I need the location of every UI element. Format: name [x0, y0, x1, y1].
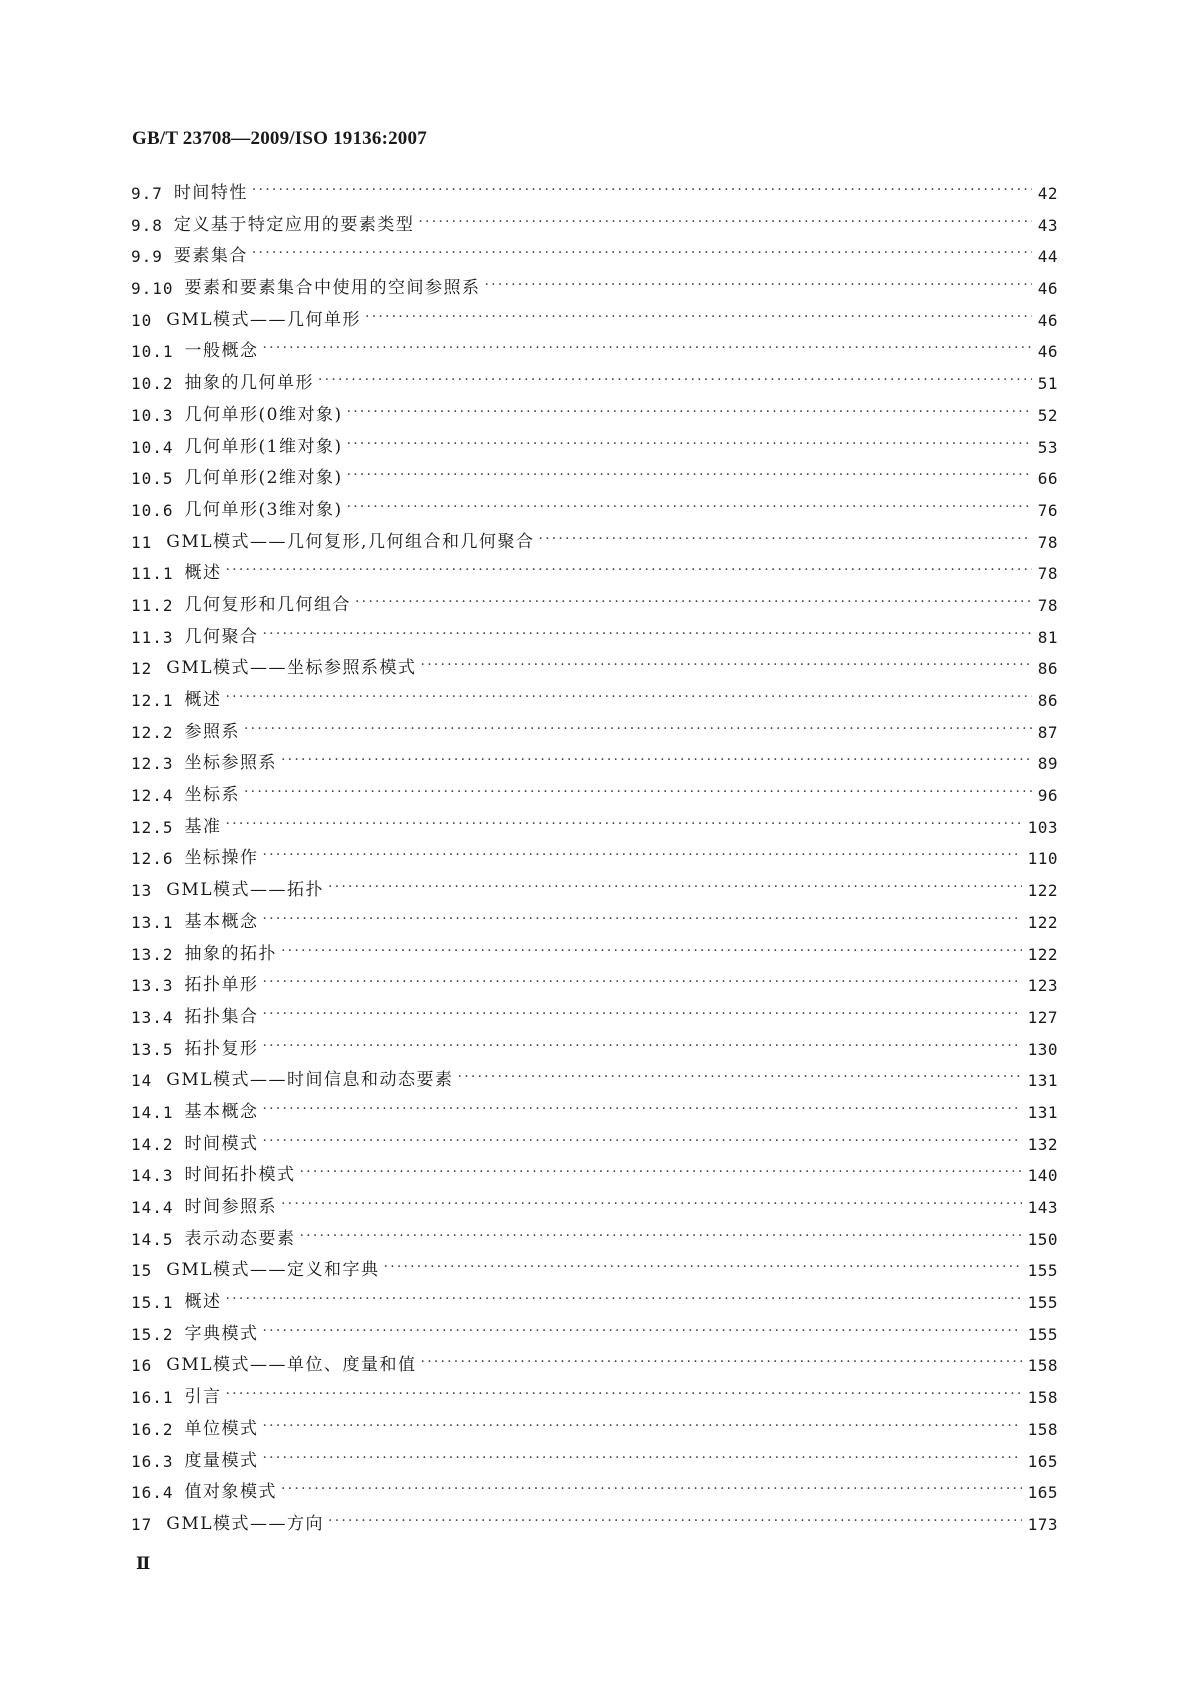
- toc-entry-number: 10.4: [131, 437, 174, 457]
- toc-leader-dots: [355, 590, 1032, 619]
- toc-leader-dots: [226, 1382, 1022, 1411]
- toc-entry-title: 字典模式: [184, 1323, 259, 1344]
- toc-entry-page: 89: [1037, 754, 1058, 774]
- toc-entry[interactable]: [131, 1002, 1058, 1034]
- toc-leader-dots: [226, 558, 1032, 587]
- toc-leader-dots: [281, 748, 1032, 777]
- toc-entry[interactable]: [131, 1224, 1058, 1256]
- toc-entry-page: 76: [1037, 500, 1058, 520]
- toc-entry-title: 几何单形(2维对象): [184, 468, 343, 489]
- toc-leader-dots: [263, 843, 1022, 872]
- toc-entry-title: 拓扑集合: [184, 1006, 259, 1027]
- table-of-contents: [131, 178, 1058, 1541]
- toc-entry-title: 基本概念: [184, 911, 259, 932]
- toc-entry[interactable]: [131, 653, 1058, 685]
- toc-entry-number: 11.3: [131, 627, 174, 647]
- toc-leader-dots: [281, 939, 1022, 968]
- toc-leader-dots: [263, 1446, 1022, 1475]
- toc-entry-title: 概述: [184, 1292, 222, 1313]
- toc-entry-page: 110: [1027, 849, 1058, 869]
- toc-entry-title: 单位模式: [184, 1418, 259, 1439]
- toc-leader-dots: [458, 1065, 1022, 1094]
- toc-entry-number: 14: [131, 1071, 153, 1091]
- toc-entry[interactable]: [131, 748, 1058, 780]
- toc-entry[interactable]: [131, 368, 1058, 400]
- toc-entry[interactable]: [131, 1382, 1058, 1414]
- page-folio: Ⅱ: [136, 1554, 151, 1573]
- toc-entry-title: GML模式——几何复形,几何组合和几何聚合: [166, 531, 535, 552]
- toc-entry[interactable]: [131, 970, 1058, 1002]
- toc-leader-dots: [281, 1192, 1022, 1221]
- toc-leader-dots: [347, 495, 1032, 524]
- toc-entry[interactable]: [131, 685, 1058, 717]
- toc-entry-number: 9.8: [131, 215, 163, 235]
- toc-entry-number: 11: [131, 532, 153, 552]
- toc-entry[interactable]: [131, 622, 1058, 654]
- toc-entry[interactable]: [131, 1065, 1058, 1097]
- toc-entry-number: 12.2: [131, 722, 174, 742]
- toc-entry-number: 12.6: [131, 849, 174, 869]
- toc-entry-number: 14.4: [131, 1198, 174, 1217]
- toc-entry-title: GML模式——方向: [166, 1513, 325, 1534]
- toc-entry-title: 基本概念: [184, 1101, 259, 1122]
- toc-entry-number: 16.2: [131, 1419, 174, 1439]
- toc-leader-dots: [244, 780, 1032, 809]
- toc-entry-number: 16.1: [131, 1388, 174, 1408]
- toc-entry-page: 131: [1027, 1071, 1058, 1091]
- toc-entry-title: 值对象模式: [184, 1482, 278, 1503]
- toc-entry-page: 123: [1027, 976, 1058, 996]
- toc-entry[interactable]: [131, 717, 1058, 749]
- toc-leader-dots: [300, 1160, 1022, 1189]
- toc-entry[interactable]: [131, 1097, 1058, 1129]
- toc-leader-dots: [263, 1129, 1022, 1158]
- toc-entry-page: 87: [1037, 722, 1058, 742]
- toc-entry-page: 78: [1037, 564, 1058, 584]
- toc-entry-page: 173: [1027, 1514, 1058, 1534]
- toc-entry[interactable]: [131, 558, 1058, 590]
- toc-entry-title: 时间特性: [173, 183, 248, 203]
- toc-entry-number: 12.4: [131, 786, 174, 806]
- toc-leader-dots: [263, 1097, 1022, 1126]
- toc-leader-dots: [226, 812, 1022, 841]
- toc-entry[interactable]: [131, 1414, 1058, 1446]
- toc-leader-dots: [347, 463, 1032, 492]
- toc-entry-title: 一般概念: [184, 341, 259, 362]
- toc-entry-title: GML模式——定义和字典: [166, 1260, 380, 1281]
- toc-entry-page: 165: [1027, 1483, 1058, 1503]
- toc-entry-title: 几何单形(0维对象): [184, 404, 343, 425]
- toc-leader-dots: [328, 875, 1022, 904]
- toc-entry-page: 103: [1027, 817, 1058, 837]
- toc-entry-title: 概述: [184, 563, 222, 584]
- toc-entry[interactable]: [131, 939, 1058, 971]
- toc-entry-number: 17: [131, 1514, 153, 1534]
- toc-entry-title: 几何单形(3维对象): [184, 499, 343, 520]
- toc-entry-title: 参照系: [184, 721, 241, 742]
- toc-entry-title: 坐标系: [184, 785, 241, 806]
- toc-leader-dots: [281, 1477, 1022, 1506]
- toc-entry-page: 43: [1037, 215, 1058, 235]
- toc-entry-number: 14.3: [131, 1166, 174, 1186]
- toc-entry-title: 基准: [184, 816, 222, 837]
- toc-entry-number: 11.1: [131, 564, 174, 584]
- toc-entry[interactable]: [131, 400, 1058, 432]
- toc-entry[interactable]: [131, 210, 1058, 242]
- toc-entry-title: 度量模式: [184, 1450, 259, 1471]
- toc-entry-title: GML模式——坐标参照系模式: [166, 658, 417, 679]
- toc-entry-page: 86: [1037, 659, 1058, 679]
- toc-entry-page: 158: [1027, 1419, 1058, 1439]
- toc-entry-number: 12.3: [131, 754, 174, 774]
- toc-entry-page: 51: [1037, 374, 1058, 394]
- toc-entry[interactable]: [131, 1350, 1058, 1382]
- toc-entry-title: 拓扑单形: [184, 975, 259, 996]
- toc-entry[interactable]: [131, 1477, 1058, 1509]
- toc-entry-number: 14.2: [131, 1134, 174, 1154]
- toc-leader-dots: [263, 970, 1022, 999]
- toc-entry-page: 52: [1037, 405, 1058, 425]
- toc-leader-dots: [263, 907, 1022, 936]
- toc-entry-page: 42: [1037, 184, 1058, 203]
- toc-entry-page: 86: [1037, 691, 1058, 710]
- toc-entry-title: 时间拓扑模式: [184, 1165, 296, 1186]
- toc-entry-page: 155: [1027, 1324, 1058, 1344]
- toc-entry[interactable]: [131, 843, 1058, 875]
- toc-entry-title: 拓扑复形: [184, 1038, 259, 1059]
- toc-entry-title: 几何单形(1维对象): [184, 436, 343, 457]
- toc-entry-number: 16.3: [131, 1451, 174, 1471]
- toc-entry[interactable]: [131, 1034, 1058, 1066]
- toc-leader-dots: [263, 336, 1032, 365]
- toc-entry-number: 10: [131, 310, 153, 330]
- toc-entry-page: 81: [1037, 627, 1058, 647]
- toc-entry-page: 131: [1027, 1102, 1058, 1122]
- toc-entry-title: GML模式——几何单形: [166, 309, 362, 330]
- toc-entry[interactable]: [131, 432, 1058, 464]
- standard-header: GB/T 23708—2009/ISO 19136:2007: [132, 128, 427, 149]
- toc-entry-number: 9.7: [131, 184, 163, 203]
- toc-leader-dots: [226, 685, 1032, 714]
- toc-entry-number: 12: [131, 659, 153, 679]
- toc-leader-dots: [263, 622, 1032, 651]
- toc-entry-page: 130: [1027, 1039, 1058, 1059]
- toc-entry-page: 140: [1027, 1166, 1058, 1186]
- toc-entry-page: 155: [1027, 1261, 1058, 1281]
- toc-leader-dots: [263, 1319, 1022, 1348]
- toc-entry[interactable]: [131, 527, 1058, 559]
- toc-entry[interactable]: [131, 336, 1058, 368]
- toc-entry[interactable]: [131, 178, 1058, 210]
- toc-entry[interactable]: [131, 273, 1058, 305]
- toc-leader-dots: [263, 1034, 1022, 1063]
- toc-entry[interactable]: [131, 780, 1058, 812]
- toc-leader-dots: [263, 1414, 1022, 1443]
- toc-entry-page: 78: [1037, 532, 1058, 552]
- toc-entry[interactable]: [131, 875, 1058, 907]
- toc-entry-number: 9.10: [131, 279, 174, 299]
- toc-entry-page: 165: [1027, 1451, 1058, 1471]
- toc-entry-page: 96: [1037, 786, 1058, 806]
- toc-entry-page: 66: [1037, 469, 1058, 489]
- toc-entry-number: 13.3: [131, 976, 174, 996]
- toc-entry[interactable]: [131, 463, 1058, 495]
- toc-entry-title: GML模式——单位、度量和值: [166, 1355, 417, 1376]
- toc-leader-dots: [318, 368, 1032, 397]
- toc-entry-number: 13.1: [131, 912, 174, 932]
- toc-entry-title: 定义基于特定应用的要素类型: [173, 214, 415, 235]
- toc-entry[interactable]: [131, 1129, 1058, 1161]
- toc-entry-page: 143: [1027, 1198, 1058, 1217]
- toc-leader-dots: [421, 653, 1032, 682]
- toc-entry-page: 132: [1027, 1134, 1058, 1154]
- toc-entry-page: 46: [1037, 310, 1058, 330]
- toc-entry-page: 46: [1037, 279, 1058, 299]
- toc-entry[interactable]: [131, 1160, 1058, 1192]
- toc-entry-title: 几何聚合: [184, 626, 259, 647]
- toc-entry-title: 几何复形和几何组合: [184, 594, 352, 615]
- toc-entry-page: 127: [1027, 1007, 1058, 1027]
- toc-leader-dots: [538, 527, 1031, 556]
- toc-entry-page: 44: [1037, 247, 1058, 267]
- toc-entry-title: 要素和要素集合中使用的空间参照系: [184, 278, 481, 299]
- toc-leader-dots: [328, 1509, 1022, 1538]
- toc-entry-number: 15: [131, 1261, 153, 1281]
- toc-entry[interactable]: [131, 590, 1058, 622]
- toc-leader-dots: [300, 1224, 1022, 1253]
- toc-entry-title: 时间参照系: [184, 1197, 278, 1217]
- toc-entry-title: GML模式——时间信息和动态要素: [166, 1070, 454, 1091]
- toc-entry-page: 150: [1027, 1229, 1058, 1249]
- toc-entry-page: 53: [1037, 437, 1058, 457]
- toc-entry[interactable]: [131, 1255, 1058, 1287]
- toc-entry-title: 抽象的几何单形: [184, 373, 315, 394]
- toc-entry-title: 要素集合: [173, 246, 248, 267]
- toc-entry[interactable]: [131, 241, 1058, 273]
- toc-entry-number: 10.5: [131, 469, 174, 489]
- toc-entry-number: 12.5: [131, 817, 174, 837]
- toc-entry-number: 12.1: [131, 691, 174, 710]
- toc-entry[interactable]: [131, 1319, 1058, 1351]
- toc-leader-dots: [252, 178, 1032, 207]
- toc-leader-dots: [252, 241, 1032, 270]
- toc-entry[interactable]: [131, 495, 1058, 527]
- toc-entry-number: 13: [131, 881, 153, 901]
- toc-leader-dots: [485, 273, 1032, 302]
- toc-entry-page: 155: [1027, 1293, 1058, 1313]
- toc-entry-number: 14.5: [131, 1229, 174, 1249]
- toc-entry-page: 158: [1027, 1388, 1058, 1408]
- toc-entry-number: 16.4: [131, 1483, 174, 1503]
- toc-entry-number: 11.2: [131, 595, 174, 615]
- toc-entry-title: 引言: [184, 1387, 222, 1408]
- toc-leader-dots: [226, 1287, 1022, 1316]
- toc-entry-title: GML模式——拓扑: [166, 880, 325, 901]
- toc-entry-page: 46: [1037, 342, 1058, 362]
- toc-entry-number: 10.1: [131, 342, 174, 362]
- toc-entry-title: 概述: [184, 690, 222, 710]
- toc-entry[interactable]: [131, 1287, 1058, 1319]
- toc-leader-dots: [365, 305, 1032, 334]
- toc-leader-dots: [244, 717, 1032, 746]
- toc-leader-dots: [384, 1255, 1022, 1284]
- toc-entry-number: 13.4: [131, 1007, 174, 1027]
- toc-entry-number: 10.2: [131, 374, 174, 394]
- toc-entry-number: 16: [131, 1356, 153, 1376]
- toc-leader-dots: [263, 1002, 1022, 1031]
- toc-entry[interactable]: [131, 812, 1058, 844]
- toc-entry-title: 时间模式: [184, 1133, 259, 1154]
- toc-leader-dots: [418, 210, 1031, 239]
- toc-entry-title: 表示动态要素: [184, 1228, 296, 1249]
- toc-entry-number: 10.3: [131, 405, 174, 425]
- toc-entry-number: 15.1: [131, 1293, 174, 1313]
- toc-entry[interactable]: [131, 907, 1058, 939]
- toc-entry-page: 158: [1027, 1356, 1058, 1376]
- toc-entry-page: 122: [1027, 912, 1058, 932]
- toc-entry-number: 13.2: [131, 944, 174, 964]
- toc-entry[interactable]: [131, 1446, 1058, 1478]
- toc-entry-page: 122: [1027, 881, 1058, 901]
- toc-entry-number: 13.5: [131, 1039, 174, 1059]
- toc-entry[interactable]: [131, 1509, 1058, 1541]
- toc-entry-title: 坐标操作: [184, 848, 259, 869]
- toc-leader-dots: [347, 432, 1032, 461]
- toc-entry-title: 坐标参照系: [184, 753, 278, 774]
- toc-entry-number: 9.9: [131, 247, 163, 267]
- toc-entry-number: 10.6: [131, 500, 174, 520]
- toc-entry-page: 78: [1037, 595, 1058, 615]
- toc-entry[interactable]: [131, 305, 1058, 337]
- toc-entry-number: 14.1: [131, 1102, 174, 1122]
- toc-entry[interactable]: [131, 1192, 1058, 1224]
- toc-entry-page: 122: [1027, 944, 1058, 964]
- toc-leader-dots: [347, 400, 1032, 429]
- toc-leader-dots: [421, 1350, 1022, 1379]
- toc-entry-title: 抽象的拓扑: [184, 943, 278, 964]
- toc-entry-number: 15.2: [131, 1324, 174, 1344]
